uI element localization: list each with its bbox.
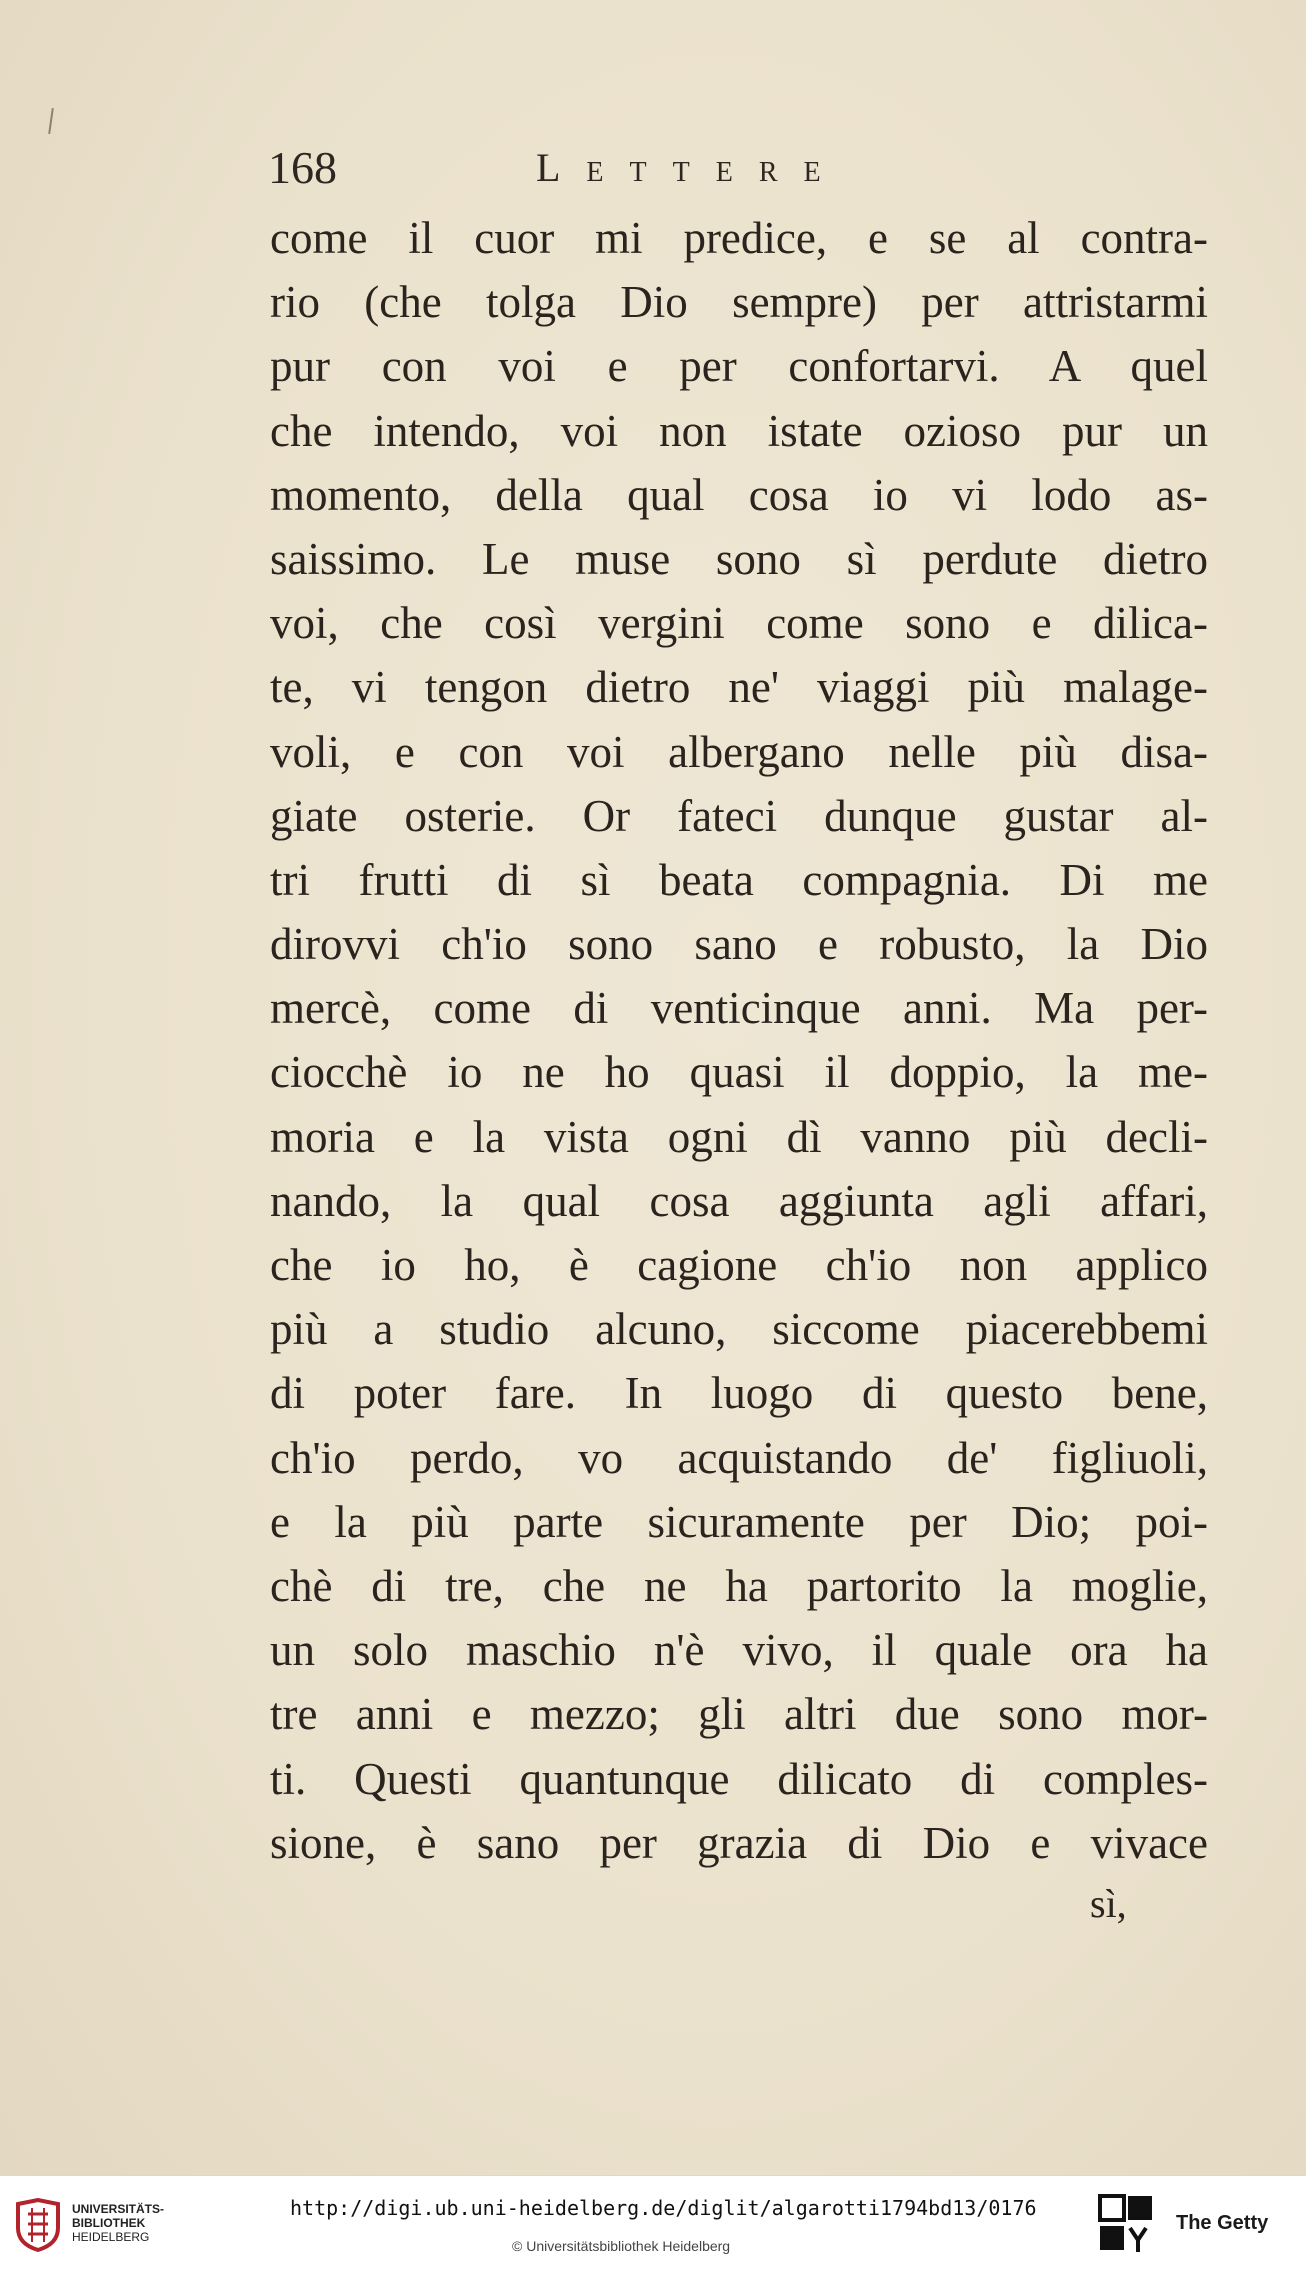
letter-text <box>270 206 1208 1875</box>
running-head: Lettere <box>536 145 847 190</box>
library-name-line: UNIVERSITÄTS- <box>72 2202 165 2216</box>
text-line: moria e la vista ogni dì vanno più decli- <box>270 1111 1208 1162</box>
library-logo[interactable] <box>14 2194 174 2256</box>
text-line: sione, è sano per grazia di Dio e vivace <box>270 1817 1208 1868</box>
text-line: chè di tre, che ne ha partorito la moglie, <box>270 1560 1208 1611</box>
text-line: mercè, come di venticinque anni. Ma per- <box>270 983 1208 1034</box>
text-line: tri frutti di sì beata compagnia. Di me <box>270 854 1208 905</box>
text-line: tre anni e mezzo; gli altri due sono mor- <box>270 1689 1208 1740</box>
text-line: saissimo. Le muse sono sì perdute dietro <box>270 533 1208 584</box>
text-line: ti. Questi quantunque dilicato di comples- <box>270 1753 1208 1804</box>
viewer-footer <box>0 2175 1306 2273</box>
getty-icon <box>1098 2194 1154 2254</box>
margin-mark <box>48 108 54 134</box>
library-name <box>72 2202 164 2244</box>
text-line: te, vi tengon dietro ne' viaggi più malage- <box>270 662 1208 713</box>
text-line: pur con voi e per confortarvi. A quel <box>270 341 1208 392</box>
text-line: un solo maschio n'è vivo, il quale ora ha <box>270 1625 1208 1676</box>
getty-label: The Getty <box>1176 2212 1269 2234</box>
text-line: voi, che così vergini come sono e dilica- <box>270 598 1208 649</box>
text-line: nando, la qual cosa aggiunta agli affari, <box>270 1175 1208 1226</box>
text-line: ciocchè io ne ho quasi il doppio, la me- <box>270 1047 1208 1098</box>
text-line: e la più parte sicuramente per Dio; poi- <box>270 1496 1208 1547</box>
library-name-line: BIBLIOTHEK <box>72 2216 146 2230</box>
text-line: momento, della qual cosa io vi lodo as- <box>270 469 1208 520</box>
text-line: voli, e con voi albergano nelle più disa- <box>270 726 1208 777</box>
page-header <box>268 138 1028 198</box>
text-line: ch'io perdo, vo acquistando de' figliuoli, <box>270 1432 1208 1483</box>
catchword: sì, <box>1090 1881 1127 1926</box>
library-seal-icon <box>14 2198 62 2252</box>
getty-logo[interactable] <box>1098 2194 1298 2256</box>
text-line: di poter fare. In luogo di questo bene, <box>270 1368 1208 1419</box>
text-line: che intendo, voi non istate ozioso pur un <box>270 405 1208 456</box>
text-line: giate osterie. Or fateci dunque gustar al- <box>270 790 1208 841</box>
text-line: rio (che tolga Dio sempre) per attristarmi <box>270 277 1208 328</box>
text-line: come il cuor mi predice, e se al contra- <box>270 213 1208 263</box>
text-line: dirovvi ch'io sono sano e robusto, la Dio <box>270 919 1208 970</box>
library-name-line: HEIDELBERG <box>72 2230 150 2244</box>
copyright-notice: © Universitätsbibliothek Heidelberg <box>512 2238 731 2254</box>
page-number: 168 <box>268 142 337 193</box>
text-line: più a studio alcuno, siccome piacerebbemi <box>270 1304 1208 1355</box>
text-line: che io ho, è cagione ch'io non applico <box>270 1240 1208 1290</box>
permalink-url[interactable]: http://digi.ub.uni-heidelberg.de/diglit/algarotti1794bd13/0176 <box>290 2196 1037 2220</box>
